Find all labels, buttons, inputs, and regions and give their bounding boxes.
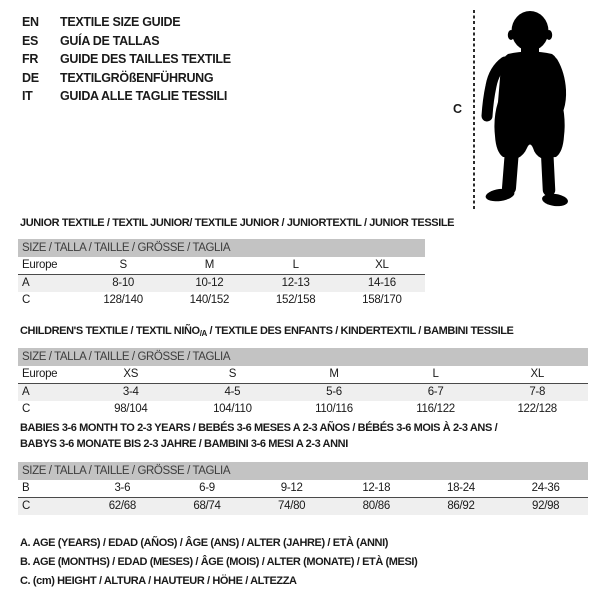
children-table-title — [20, 323, 514, 342]
row-label: C — [22, 403, 31, 415]
cell: 9-12 — [249, 480, 334, 498]
cell: 128/140 — [103, 294, 143, 306]
size-header: SIZE / TALLA / TAILLE / GRÖSSE / TAGLIA — [18, 348, 588, 366]
cell: 7-8 — [486, 384, 588, 402]
junior-size-table — [18, 239, 425, 309]
lang-row-es — [22, 32, 231, 51]
cell: XS — [80, 366, 182, 384]
table-row — [18, 462, 588, 480]
cell: 110/116 — [315, 403, 353, 415]
cell: 12-18 — [334, 480, 419, 498]
cell: 68/74 — [165, 498, 250, 516]
toddler-silhouette-icon — [478, 4, 573, 210]
cell: 10-12 — [166, 275, 252, 293]
cell: 92/98 — [503, 498, 588, 516]
table-row — [18, 275, 425, 293]
cell: 5-6 — [283, 384, 385, 402]
table-row — [18, 366, 588, 384]
lang-code: DE — [22, 70, 39, 85]
row-label: Europe — [18, 366, 80, 384]
cell: S — [80, 257, 166, 275]
size-header: SIZE / TALLA / TAILLE / GRÖSSE / TAGLIA — [18, 239, 425, 257]
lang-label: GUIDA ALLE TAGLIE TESSILI — [60, 89, 228, 104]
cell: L — [385, 366, 487, 384]
height-marker-label: C — [453, 102, 463, 116]
cell: 6-7 — [385, 384, 487, 402]
title-text: / TEXTILE DES ENFANTS / KINDERTEXTIL / BAMBINI TESSILE — [206, 325, 514, 337]
legend-line-a: A. AGE (YEARS) / EDAD (AÑOS) / ÂGE (ANS) / ALTER (JAHRE) / ETÀ (ANNI) — [20, 537, 388, 549]
lang-code: IT — [22, 89, 33, 104]
row-label: A — [18, 275, 80, 293]
babies-size-table — [18, 462, 588, 515]
lang-row-it — [22, 87, 231, 106]
lang-row-de — [22, 69, 231, 88]
lang-label: TEXTILE SIZE GUIDE — [60, 15, 181, 30]
cell: S — [182, 366, 284, 384]
children-size-table — [18, 348, 588, 418]
lang-code: EN — [22, 15, 39, 30]
cell: XL — [486, 366, 588, 384]
cell: 4-5 — [182, 384, 284, 402]
cell: 158/170 — [362, 294, 402, 306]
table-row — [18, 348, 588, 366]
cell: 116/122 — [416, 403, 455, 415]
cell: 12-13 — [253, 275, 339, 293]
cell: 8-10 — [80, 275, 166, 293]
row-label: C — [18, 498, 80, 516]
size-header: SIZE / TALLA / TAILLE / GRÖSSE / TAGLIA — [18, 462, 588, 480]
junior-table-title: JUNIOR TEXTILE / TEXTIL JUNIOR/ TEXTILE JUNIOR / JUNIORTEXTIL / JUNIOR TESSILE — [20, 217, 455, 229]
cell: 62/68 — [80, 498, 165, 516]
row-label: C — [22, 294, 31, 306]
cell: 18-24 — [419, 480, 504, 498]
lang-label: GUIDE DES TAILLES TEXTILE — [60, 52, 231, 67]
cell: 104/110 — [213, 403, 252, 415]
cell: XL — [339, 257, 425, 275]
table-row — [18, 257, 425, 275]
row-label: Europe — [18, 257, 80, 275]
row-label: A — [18, 384, 80, 402]
table-row — [18, 401, 588, 418]
row-label: B — [18, 480, 80, 498]
babies-title-line2: BABYS 3-6 MONATE BIS 2-3 JAHRE / BAMBINI 3-6 MESI A 2-3 ANNI — [20, 438, 348, 450]
cell: M — [166, 257, 252, 275]
table-row — [18, 384, 588, 402]
cell: L — [253, 257, 339, 275]
title-subscript: /A — [199, 329, 207, 338]
table-row — [18, 498, 588, 516]
cell: 24-36 — [503, 480, 588, 498]
language-title-list — [22, 13, 231, 106]
cell: 74/80 — [249, 498, 334, 516]
babies-table-title — [20, 420, 497, 452]
cell: 14-16 — [339, 275, 425, 293]
lang-label: TEXTILGRÖßENFÜHRUNG — [60, 70, 214, 85]
table-row — [18, 480, 588, 498]
cell: 3-4 — [80, 384, 182, 402]
cell: 6-9 — [165, 480, 250, 498]
lang-row-en — [22, 13, 231, 32]
cell: 152/158 — [275, 294, 316, 306]
cell: 122/128 — [517, 403, 557, 415]
table-row — [18, 239, 425, 257]
cell: 3-6 — [80, 480, 165, 498]
table-row — [18, 292, 425, 309]
cell: 80/86 — [334, 498, 419, 516]
measurement-legend — [20, 534, 417, 590]
lang-code: FR — [22, 52, 39, 67]
cell: 98/104 — [114, 403, 148, 415]
babies-title-line1: BABIES 3-6 MONTH TO 2-3 YEARS / BEBÉS 3-6 MESES A 2-3 AÑOS / BÉBÉS 3-6 MOIS À 2-3 ANS / — [20, 422, 498, 434]
lang-row-fr — [22, 50, 231, 69]
height-measure-dotted-line — [473, 10, 475, 210]
legend-line-c: C. (cm) HEIGHT / ALTURA / HAUTEUR / HÖHE / ALTEZZA — [20, 574, 297, 587]
lang-code: ES — [22, 33, 39, 48]
cell: 140/152 — [189, 294, 230, 306]
title-text: CHILDREN'S TEXTILE / TEXTIL NIÑO — [20, 325, 200, 337]
lang-label: GUÍA DE TALLAS — [60, 33, 160, 48]
cell: 86/92 — [419, 498, 504, 516]
legend-line-b: B. AGE (MONTHS) / EDAD (MESES) / ÂGE (MOIS) / ALTER (MONATE) / ETÀ (MESI) — [20, 555, 418, 568]
cell: M — [283, 366, 385, 384]
